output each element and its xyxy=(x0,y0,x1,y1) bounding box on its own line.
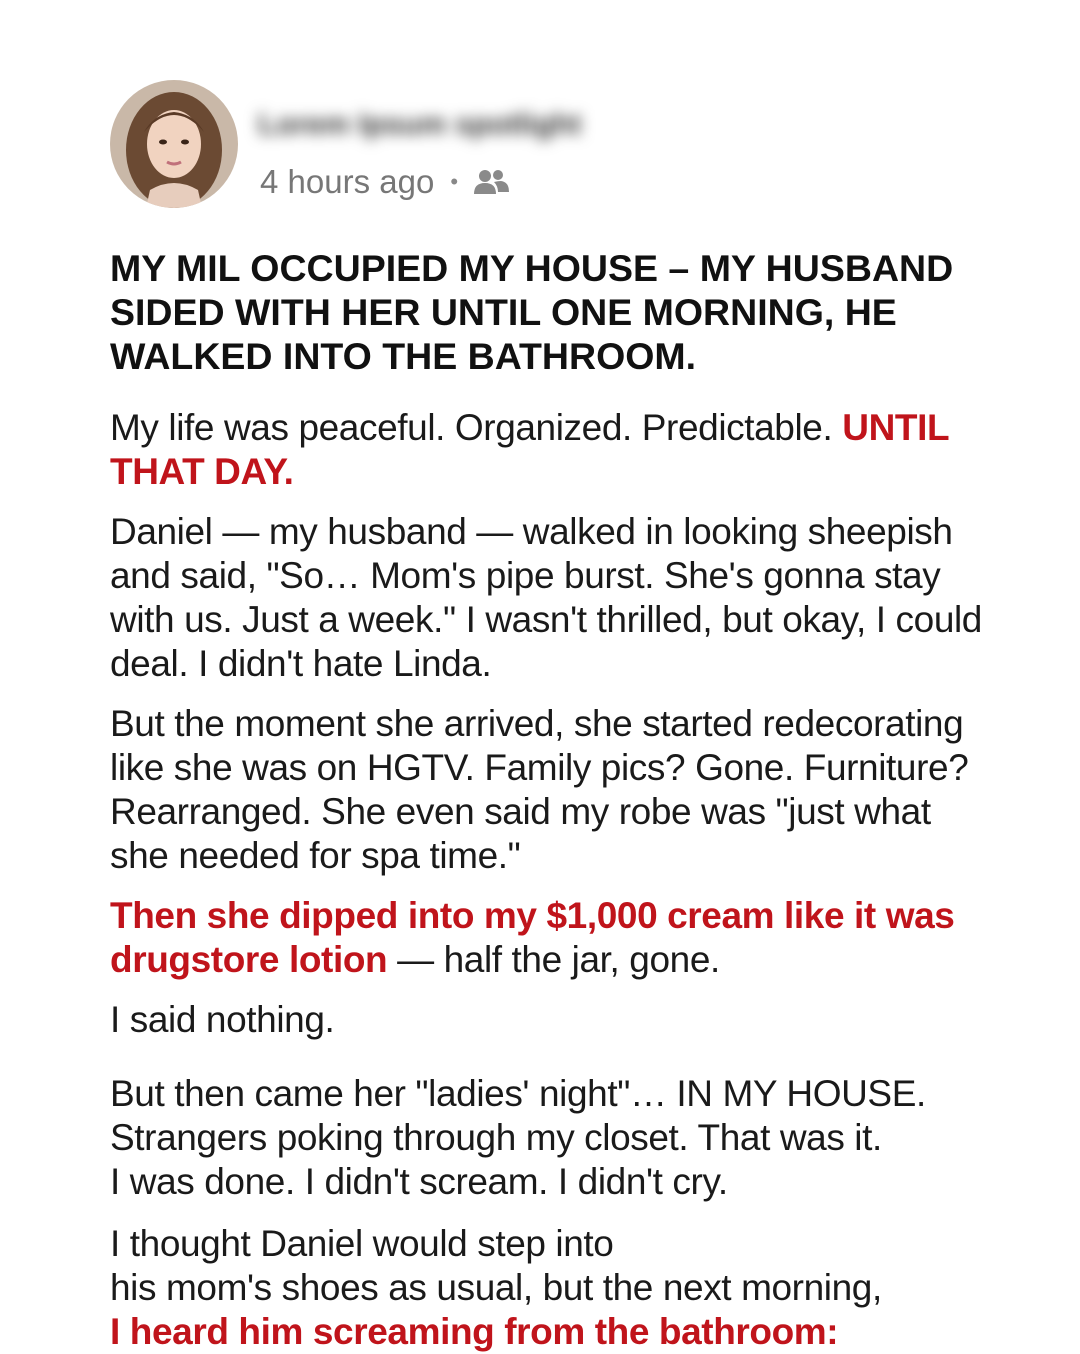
post-timestamp[interactable]: 4 hours ago xyxy=(260,163,435,200)
meta-separator: • xyxy=(450,169,459,194)
friends-icon[interactable] xyxy=(472,166,510,198)
paragraph-4 xyxy=(110,894,990,982)
paragraph-4-highlight: Then she dipped into my $1,000 cream like it was drugstore lotion xyxy=(110,895,955,980)
paragraph-7 xyxy=(110,1222,990,1354)
paragraph-4-text: — half the jar, gone. xyxy=(387,939,720,980)
paragraph-1 xyxy=(110,406,990,494)
paragraph-2: Daniel — my husband — walked in looking sheepish and said, "So… Mom's pipe burst. She's gonna stay with us. Just a week." I wasn't thrilled, but okay, I could deal. I didn't hate Linda. xyxy=(110,511,982,684)
post-headline: MY MIL OCCUPIED MY HOUSE – MY HUSBAND SIDED WITH HER UNTIL ONE MORNING, HE WALKED INTO THE BATHROOM. xyxy=(110,247,954,377)
paragraph-1-text: My life was peaceful. Organized. Predictable. xyxy=(110,407,843,448)
paragraph-7-highlight: I heard him screaming from the bathroom: xyxy=(110,1311,839,1352)
post-meta xyxy=(260,162,510,202)
paragraph-6 xyxy=(110,1072,990,1204)
paragraph-3: But the moment she arrived, she started redecorating like she was on HGTV. Family pics? Gone. Furniture? Rearranged. She even said my robe was "just what she needed for spa time." xyxy=(110,703,969,876)
author-avatar[interactable] xyxy=(110,80,238,208)
avatar-image xyxy=(110,80,238,208)
paragraph-5: I said nothing. xyxy=(110,999,335,1040)
paragraph-7-line-2: his mom's shoes as usual, but the next morning, xyxy=(110,1267,882,1308)
author-name[interactable]: Lorem Ipsum spotlight xyxy=(258,108,582,141)
paragraph-7-line-1: I thought Daniel would step into xyxy=(110,1223,614,1264)
paragraph-6-line-2: Strangers poking through my closet. That was it. xyxy=(110,1117,882,1158)
paragraph-6-line-1: But then came her "ladies' night"… IN MY HOUSE. xyxy=(110,1073,926,1114)
paragraph-1-highlight: UNTIL THAT DAY. xyxy=(110,407,949,492)
paragraph-6-line-3: I was done. I didn't scream. I didn't cry. xyxy=(110,1161,728,1202)
